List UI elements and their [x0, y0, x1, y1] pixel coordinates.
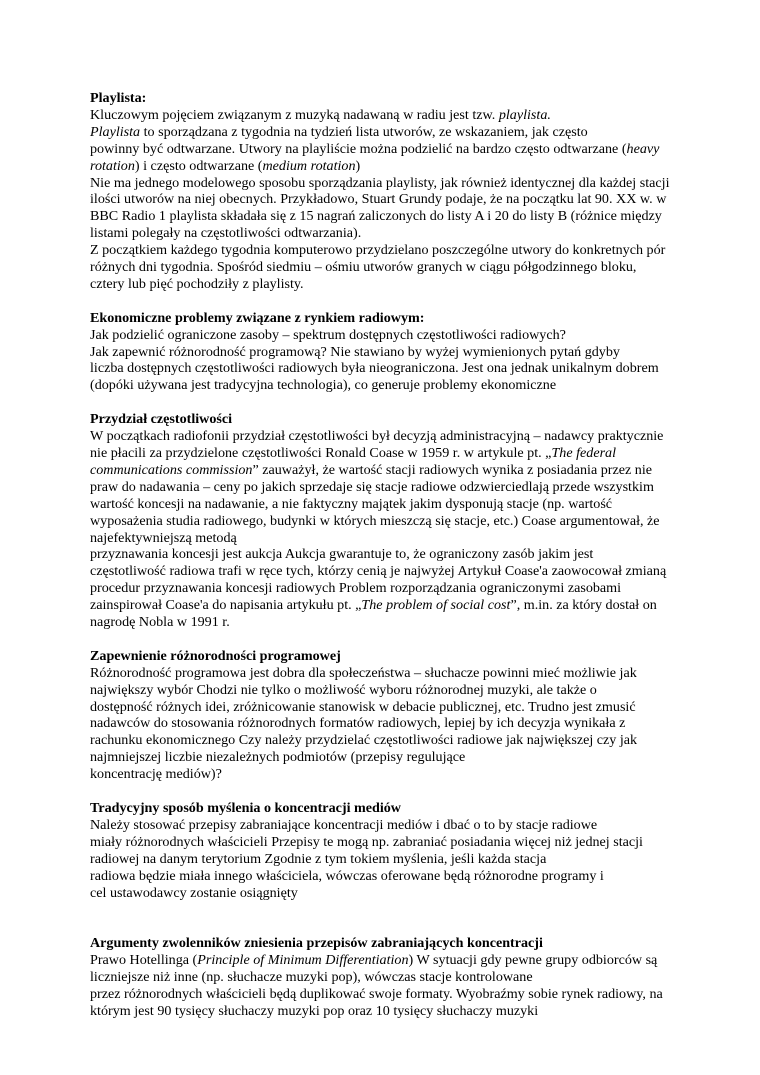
paragraph-line: cztery lub pięć pochodziły z playlisty. — [90, 275, 304, 292]
paragraph-line: cel ustawodawcy zostanie osiągnięty — [90, 884, 298, 901]
italic-text: heavy — [626, 140, 660, 157]
paragraph-line: przyznawania koncesji jest aukcja Aukcja gwarantuje to, że ograniczony zasób jakim jest — [90, 546, 594, 563]
italic-text: medium rotation — [262, 157, 356, 174]
paragraph-line: przez różnorodnych właścicieli będą duplikować swoje formaty. Wyobraźmy sobie rynek radiowy, na — [90, 985, 663, 1002]
paragraph-line: największy wybór Chodzi nie tylko o możliwość wyboru różnorodnej muzyki, ale także o — [90, 681, 597, 698]
paragraph-line: wartość koncesji na nadawanie, a nie faktyczny majątek jakim dysponują stacje (np. wartość — [90, 495, 613, 512]
italic-text: Playlista — [90, 123, 141, 140]
italic-text: communications commission — [90, 461, 253, 478]
paragraph-line: nie płacili za przydzielone częstotliwości Ronald Coase w 1959 r. w artykule pt. „The federal — [90, 445, 617, 461]
italic-text: The problem of social cost — [361, 597, 511, 614]
document-page — [90, 90, 680, 1020]
paragraph-line: radiowa będzie miała innego właściciela, wówczas oferowane będą różnorodne programy i — [90, 867, 604, 884]
section-heading: Ekonomiczne problemy związane z rynkiem radiowym: — [90, 309, 425, 326]
paragraph-spacer — [90, 901, 680, 935]
paragraph-spacer — [90, 783, 680, 800]
paragraph-spacer — [90, 631, 680, 648]
paragraph-line: Kluczowym pojęciem związanym z muzyką nadawaną w radiu jest tzw. playlista. — [90, 106, 551, 123]
paragraph-line: (dopóki używana jest tradycyjna technologia), co generuje problemy ekonomiczne — [90, 377, 557, 394]
paragraph-line: W początkach radiofonii przydział częstotliwości był decyzją administracyjną – nadawcy praktycznie — [90, 428, 664, 445]
paragraph-line: częstotliwość radiowa trafi w ręce tych, którzy cenią je najwyżej Artykuł Coase'a zaowocował zmianą — [90, 563, 667, 580]
paragraph-line: nagrodę Nobla w 1991 r. — [90, 614, 230, 631]
section-heading: Playlista: — [90, 90, 147, 106]
paragraph-spacer — [90, 293, 680, 310]
paragraph-line: communications commission” zauważył, że wartość stacji radiowych wynika z posiadania przez nie — [90, 461, 653, 478]
paragraph-line: zainspirował Coase'a do napisania artykułu pt. „The problem of social cost”, m.in. za który dostał on — [90, 597, 657, 614]
section-heading: Argumenty zwolenników zniesienia przepisów zabraniających koncentracji — [90, 935, 543, 952]
paragraph-line: dostępność różnych idei, zróżnicowanie stanowisk w debacie publicznej, etc. Trudno jest zmusić — [90, 698, 636, 715]
paragraph-line: Należy stosować przepisy zabraniające koncentracji mediów i dbać o to by stacje radiowe — [90, 816, 598, 833]
paragraph-line: Playlista to sporządzana z tygodnia na tydzień lista utworów, ze wskazaniem, jak często — [90, 123, 588, 140]
section-heading: Przydział częstotliwości — [90, 411, 233, 428]
paragraph-line: ilości utworów na niej obecnych. Przykładowo, Stuart Grundy podaje, że na początku lat 90. XX w. w — [90, 191, 667, 208]
paragraph-line: praw do nadawania – ceny po jakich sprzedaje się stacje radiowe odzwierciedlają przede wszystkim — [90, 478, 654, 495]
paragraph-line: radiowej na danym terytorium Zgodnie z tym tokiem myślenia, jeśli każda stacja — [90, 850, 547, 867]
paragraph-line: rachunku ekonomicznego Czy należy przydzielać częstotliwości radiowe jak największej czy jak — [90, 732, 638, 749]
paragraph-line: rotation) i często odtwarzane (medium rotation) — [90, 157, 361, 174]
paragraph-line: miały różnorodnych właścicieli Przepisy te mogą np. zabraniać posiadania więcej niż jednej stacji — [90, 833, 643, 850]
paragraph-line: wyposażenia studia radiowego, budynki w których mieszczą się stacje, etc.) Coase argumentował, że — [90, 512, 660, 529]
paragraph-line: różnych dni tygodnia. Spośród siedmiu – ośmiu utworów granych w ciągu półgodzinnego bloku, — [90, 259, 637, 276]
paragraph-line: Nie ma jednego modelowego sposobu sporządzania playlisty, jak również identycznej dla każdej stacji — [90, 174, 670, 191]
paragraph-line: Różnorodność programowa jest dobra dla społeczeństwa – słuchacze powinni mieć możliwie jak — [90, 664, 637, 681]
italic-text: rotation — [90, 157, 135, 174]
paragraph-line: najefektywniejszą metodą — [90, 529, 237, 546]
italic-text: playlista. — [498, 106, 551, 123]
paragraph-line: nadawców do stosowania różnorodnych formatów radiowych, lepiej by ich decyzja wynikała z — [90, 715, 626, 732]
paragraph-line: Z początkiem każdego tygodnia komputerowo przydzielano poszczególne utwory do konkretnych pór — [90, 242, 666, 259]
paragraph-line: którym jest 90 tysięcy słuchaczy muzyki pop oraz 10 tysięcy słuchaczy muzyki — [90, 1002, 539, 1019]
paragraph-line: Jak zapewnić różnorodność programową? Nie stawiano by wyżej wymienionych pytań gdyby — [90, 343, 620, 360]
paragraph-line: koncentrację mediów)? — [90, 766, 222, 783]
paragraph-line: Jak podzielić ograniczone zasoby – spektrum dostępnych częstotliwości radiowych? — [90, 326, 566, 343]
section-heading: Tradycyjny sposób myślenia o koncentracji mediów — [90, 800, 401, 816]
paragraph-line: najmniejszej liczbie niezależnych podmiotów (przepisy regulujące — [90, 749, 466, 766]
paragraph-line: BBC Radio 1 playlista składała się z 15 nagrań zaliczonych do listy A i 20 do listy B (różnice między — [90, 208, 662, 225]
paragraph-line: procedur przyznawania koncesji radiowych Problem rozporządzania ograniczonymi zasobami — [90, 580, 622, 597]
paragraph-line: powinny być odtwarzane. Utwory na playliście można podzielić na bardzo często odtwarzane (heavy — [90, 140, 660, 157]
italic-text: Principle of Minimum Differentiation — [197, 952, 409, 969]
paragraph-line: Prawo Hotellinga (Principle of Minimum Differentiation) W sytuacji gdy pewne grupy odbiorców są — [90, 952, 658, 969]
paragraph-spacer — [90, 394, 680, 411]
italic-text: The federal — [551, 445, 617, 461]
paragraph-line: liczba dostępnych częstotliwości radiowych była nieograniczona. Jest ona jednak unikalnym dobrem — [90, 360, 659, 377]
paragraph-line: liczniejsze niż inne (np. słuchacze muzyki pop), wówczas stacje kontrolowane — [90, 969, 533, 986]
paragraph-line: listami polegały na częstotliwości odtwarzania). — [90, 225, 362, 242]
section-heading: Zapewnienie różnorodności programowej — [90, 647, 341, 664]
